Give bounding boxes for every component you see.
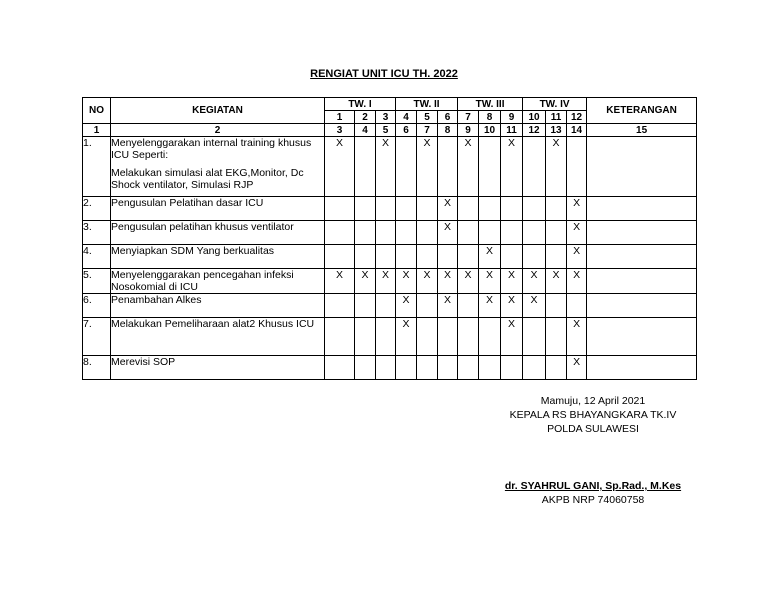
keterangan-cell xyxy=(587,137,697,197)
activity-text: Menyelenggarakan pencegahan infeksi Nosokomial di ICU xyxy=(111,269,294,293)
month-mark-7: X xyxy=(458,137,479,197)
month-mark-4 xyxy=(396,245,417,269)
month-mark-10: X xyxy=(523,269,546,294)
row-number: 7. xyxy=(83,318,111,356)
table-row xyxy=(83,137,697,197)
activity-cell xyxy=(111,356,325,380)
month-mark-2 xyxy=(355,245,376,269)
month-mark-9: X xyxy=(501,269,523,294)
month-mark-10: X xyxy=(523,294,546,318)
header-month-8: 8 xyxy=(479,111,501,124)
keterangan-cell xyxy=(587,269,697,294)
row-number: 1. xyxy=(83,137,111,197)
month-mark-4 xyxy=(396,356,417,380)
header-quarter-2: TW. II xyxy=(396,98,458,111)
month-mark-10 xyxy=(523,356,546,380)
month-mark-9 xyxy=(501,197,523,221)
month-mark-8: X xyxy=(479,294,501,318)
row-number: 3. xyxy=(83,221,111,245)
header-month-3: 3 xyxy=(376,111,396,124)
month-mark-9: X xyxy=(501,294,523,318)
table-row xyxy=(83,356,697,380)
month-mark-7: X xyxy=(458,269,479,294)
header-month-11: 11 xyxy=(546,111,567,124)
header-month-6: 6 xyxy=(438,111,458,124)
header-keterangan: KETERANGAN xyxy=(587,98,697,124)
table-row xyxy=(83,221,697,245)
month-mark-6: X xyxy=(438,221,458,245)
month-mark-12: X xyxy=(567,269,587,294)
month-mark-10 xyxy=(523,245,546,269)
month-mark-2 xyxy=(355,318,376,356)
keterangan-cell xyxy=(587,221,697,245)
month-mark-5: X xyxy=(417,269,438,294)
header-quarter-1: TW. I xyxy=(325,98,396,111)
column-number-10: 10 xyxy=(479,124,501,137)
signature-place-date: Mamuju, 12 April 2021 xyxy=(540,395,646,407)
header-month-1: 1 xyxy=(325,111,355,124)
month-mark-11 xyxy=(546,245,567,269)
month-mark-6: X xyxy=(438,197,458,221)
month-mark-5 xyxy=(417,356,438,380)
month-mark-8 xyxy=(479,197,501,221)
month-mark-12: X xyxy=(567,356,587,380)
activity-cell xyxy=(111,294,325,318)
month-mark-6: X xyxy=(438,269,458,294)
month-mark-8 xyxy=(479,221,501,245)
table-row xyxy=(83,294,697,318)
month-mark-11 xyxy=(546,197,567,221)
month-mark-8: X xyxy=(479,245,501,269)
month-mark-5 xyxy=(417,245,438,269)
month-mark-10 xyxy=(523,318,546,356)
month-mark-2: X xyxy=(355,269,376,294)
month-mark-12: X xyxy=(567,318,587,356)
table-row xyxy=(83,269,697,294)
activity-cell xyxy=(111,137,325,197)
activity-text: Menyelenggarakan internal training khusus ICU Seperti: xyxy=(111,137,312,161)
month-mark-1 xyxy=(325,197,355,221)
month-mark-4 xyxy=(396,221,417,245)
month-mark-1 xyxy=(325,221,355,245)
keterangan-cell xyxy=(587,197,697,221)
month-mark-6 xyxy=(438,356,458,380)
month-mark-9 xyxy=(501,356,523,380)
row-number: 6. xyxy=(83,294,111,318)
month-mark-3 xyxy=(376,318,396,356)
month-mark-8 xyxy=(479,356,501,380)
month-mark-1: X xyxy=(325,269,355,294)
month-mark-11 xyxy=(546,318,567,356)
header-month-2: 2 xyxy=(355,111,376,124)
column-number-7: 7 xyxy=(417,124,438,137)
table-row xyxy=(83,197,697,221)
signature-institution: POLDA SULAWESI xyxy=(547,423,639,435)
month-mark-11 xyxy=(546,221,567,245)
column-number-9: 9 xyxy=(458,124,479,137)
month-mark-3: X xyxy=(376,137,396,197)
month-mark-2 xyxy=(355,197,376,221)
keterangan-cell xyxy=(587,294,697,318)
activity-text: Menyiapkan SDM Yang berkualitas xyxy=(111,245,275,257)
month-mark-1 xyxy=(325,245,355,269)
month-mark-7 xyxy=(458,294,479,318)
column-number-11: 11 xyxy=(501,124,523,137)
row-number: 2. xyxy=(83,197,111,221)
row-number: 8. xyxy=(83,356,111,380)
activity-text: Melakukan Pemeliharaan alat2 Khusus ICU xyxy=(111,318,315,330)
column-number-12: 12 xyxy=(523,124,546,137)
month-mark-10 xyxy=(523,221,546,245)
month-mark-5: X xyxy=(417,137,438,197)
month-mark-1 xyxy=(325,294,355,318)
month-mark-12: X xyxy=(567,221,587,245)
column-number-8: 8 xyxy=(438,124,458,137)
column-number-2: 2 xyxy=(111,124,325,137)
document-title: RENGIAT UNIT ICU TH. 2022 xyxy=(310,68,458,80)
column-number-15: 15 xyxy=(587,124,697,137)
month-mark-11 xyxy=(546,356,567,380)
activity-text: Merevisi SOP xyxy=(111,356,176,368)
month-mark-6: X xyxy=(438,294,458,318)
month-mark-1: X xyxy=(325,137,355,197)
activity-text: Penambahan Alkes xyxy=(111,294,202,306)
month-mark-4: X xyxy=(396,318,417,356)
month-mark-9 xyxy=(501,221,523,245)
header-month-7: 7 xyxy=(458,111,479,124)
activity-text: Melakukan simulasi alat EKG,Monitor, Dc Shock ventilator, Simulasi RJP xyxy=(111,167,304,191)
month-mark-5 xyxy=(417,294,438,318)
header-month-10: 10 xyxy=(523,111,546,124)
month-mark-2 xyxy=(355,137,376,197)
month-mark-6 xyxy=(438,245,458,269)
month-mark-8 xyxy=(479,318,501,356)
column-number-3: 3 xyxy=(325,124,355,137)
month-mark-8: X xyxy=(479,269,501,294)
month-mark-7 xyxy=(458,318,479,356)
month-mark-7 xyxy=(458,197,479,221)
month-mark-9 xyxy=(501,245,523,269)
column-number-1: 1 xyxy=(83,124,111,137)
month-mark-1 xyxy=(325,356,355,380)
month-mark-7 xyxy=(458,221,479,245)
month-mark-8 xyxy=(479,137,501,197)
month-mark-9: X xyxy=(501,137,523,197)
month-mark-2 xyxy=(355,294,376,318)
month-mark-3 xyxy=(376,221,396,245)
signature-name: dr. SYAHRUL GANI, Sp.Rad., M.Kes xyxy=(504,480,682,492)
month-mark-6 xyxy=(438,318,458,356)
month-mark-3: X xyxy=(376,269,396,294)
month-mark-10 xyxy=(523,197,546,221)
table-row xyxy=(83,318,697,356)
column-number-4: 4 xyxy=(355,124,376,137)
month-mark-4 xyxy=(396,137,417,197)
column-number-6: 6 xyxy=(396,124,417,137)
month-mark-5 xyxy=(417,318,438,356)
header-month-5: 5 xyxy=(417,111,438,124)
activity-text: Pengusulan pelatihan khusus ventilator xyxy=(111,221,294,233)
activity-cell xyxy=(111,318,325,356)
month-mark-2 xyxy=(355,356,376,380)
header-month-9: 9 xyxy=(501,111,523,124)
keterangan-cell xyxy=(587,356,697,380)
column-number-14: 14 xyxy=(567,124,587,137)
column-number-13: 13 xyxy=(546,124,567,137)
table-row xyxy=(83,245,697,269)
month-mark-3 xyxy=(376,245,396,269)
header-month-12: 12 xyxy=(567,111,587,124)
month-mark-11 xyxy=(546,294,567,318)
activity-cell xyxy=(111,197,325,221)
month-mark-12: X xyxy=(567,245,587,269)
activity-cell xyxy=(111,221,325,245)
month-mark-4: X xyxy=(396,269,417,294)
month-mark-12 xyxy=(567,137,587,197)
month-mark-11: X xyxy=(546,137,567,197)
month-mark-3 xyxy=(376,294,396,318)
column-number-5: 5 xyxy=(376,124,396,137)
month-mark-4: X xyxy=(396,294,417,318)
month-mark-3 xyxy=(376,197,396,221)
month-mark-7 xyxy=(458,356,479,380)
signature-rank-nrp: AKPB NRP 74060758 xyxy=(541,494,645,506)
activity-cell xyxy=(111,245,325,269)
month-mark-6 xyxy=(438,137,458,197)
signature-position: KEPALA RS BHAYANGKARA TK.IV xyxy=(509,409,677,421)
month-mark-12 xyxy=(567,294,587,318)
header-no: NO xyxy=(83,98,111,124)
keterangan-cell xyxy=(587,245,697,269)
header-quarter-4: TW. IV xyxy=(523,98,587,111)
month-mark-12: X xyxy=(567,197,587,221)
month-mark-7 xyxy=(458,245,479,269)
month-mark-3 xyxy=(376,356,396,380)
month-mark-10 xyxy=(523,137,546,197)
header-quarter-3: TW. III xyxy=(458,98,523,111)
row-number: 4. xyxy=(83,245,111,269)
month-mark-5 xyxy=(417,221,438,245)
month-mark-5 xyxy=(417,197,438,221)
activity-text: Pengusulan Pelatihan dasar ICU xyxy=(111,197,264,209)
month-mark-11: X xyxy=(546,269,567,294)
keterangan-cell xyxy=(587,318,697,356)
month-mark-2 xyxy=(355,221,376,245)
activity-plan-table xyxy=(82,97,697,380)
month-mark-9: X xyxy=(501,318,523,356)
header-month-4: 4 xyxy=(396,111,417,124)
activity-cell xyxy=(111,269,325,294)
month-mark-1 xyxy=(325,318,355,356)
row-number: 5. xyxy=(83,269,111,294)
header-kegiatan: KEGIATAN xyxy=(111,98,325,124)
month-mark-4 xyxy=(396,197,417,221)
